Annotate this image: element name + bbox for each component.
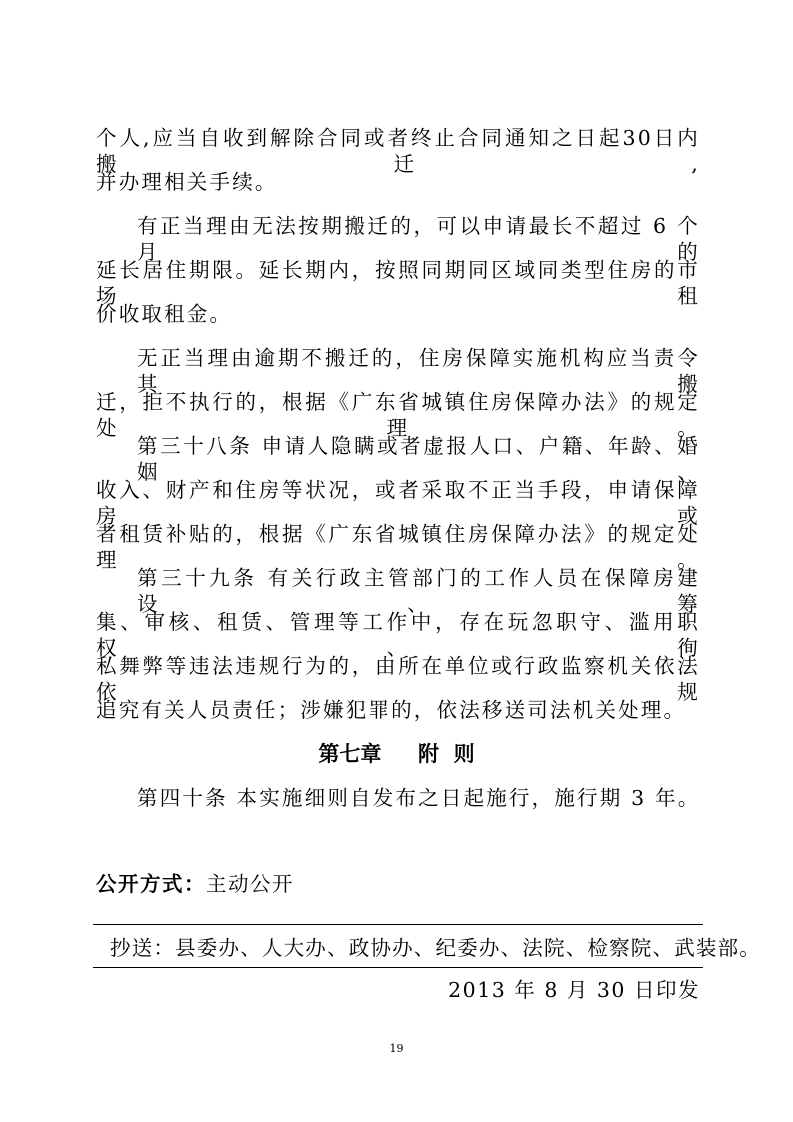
text-line: 私舞弊等违法违规行为的，由所在单位或行政监察机关依法依规: [96, 654, 700, 704]
text-line: 无正当理由逾期不搬迁的，住房保障实施机构应当责令其搬: [137, 346, 700, 396]
text-line: 价收取租金。: [96, 302, 233, 326]
text-line: 延长居住期限。延长期内，按照同期同区域同类型住房的市场租: [96, 258, 700, 308]
disclosure-value: 主动公开: [206, 872, 294, 896]
text-line: 有正当理由无法按期搬迁的，可以申请最长不超过 6 个月的: [137, 214, 700, 264]
disclosure-line: [96, 871, 294, 897]
text-line: 第三十九条 有关行政主管部门的工作人员在保障房建设、筹: [137, 566, 700, 616]
text-line: 追究有关人员责任；涉嫌犯罪的，依法移送司法机关处理。: [96, 698, 687, 722]
cc-line: 抄送：县委办、人大办、政协办、纪委办、法院、检察院、武装部。: [110, 936, 761, 960]
divider-top: [93, 924, 703, 925]
text-line: 第三十八条 申请人隐瞒或者虚报人口、户籍、年龄、婚姻、: [137, 434, 700, 484]
text-line: 个人,应当自收到解除合同或者终止合同通知之日起30日内搬迁,: [96, 126, 700, 176]
page-number: 19: [389, 1042, 404, 1055]
text-line: 迁，拒不执行的，根据《广东省城镇住房保障办法》的规定处理。: [96, 390, 700, 440]
text-line: 并办理相关手续。: [96, 170, 278, 194]
chapter-heading: 第七章 附 则: [318, 741, 475, 766]
text-line: 收入、财产和住房等状况，或者采取不正当手段，申请保障房或: [96, 478, 700, 528]
article-40: 第四十条 本实施细则自发布之日起施行，施行期 3 年。: [137, 786, 701, 810]
divider-bottom: [93, 967, 703, 968]
text-line: 者租赁补贴的，根据《广东省城镇住房保障办法》的规定处理。: [96, 522, 700, 572]
text-line: 集、审核、租赁、管理等工作中，存在玩忽职守、滥用职权、徇: [96, 610, 700, 660]
print-date: 2013 年 8 月 30 日印发: [448, 978, 700, 1002]
disclosure-label: 公开方式：: [96, 872, 206, 896]
